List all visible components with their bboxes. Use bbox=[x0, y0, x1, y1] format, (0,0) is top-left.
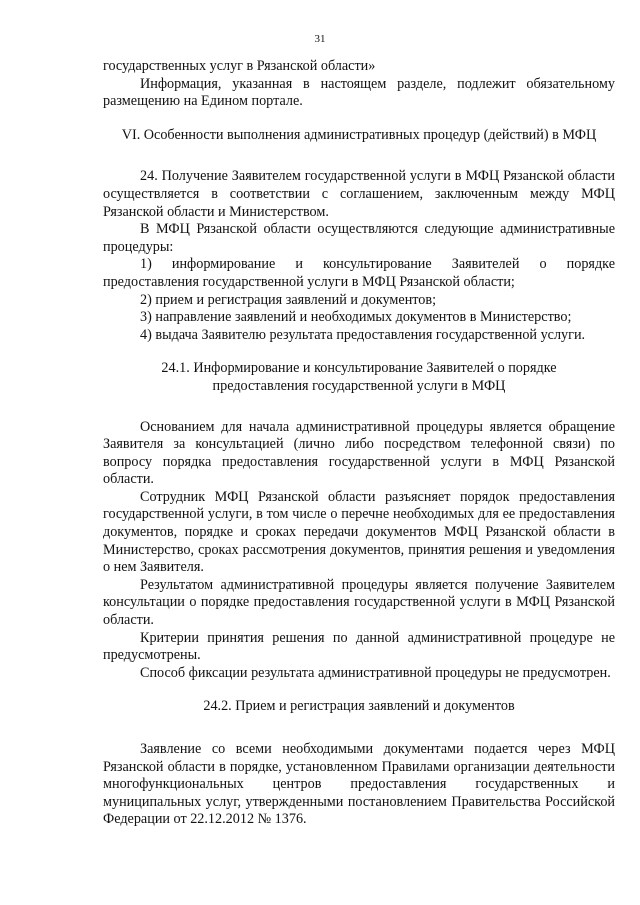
paragraph-fixation: Способ фиксации результата административной процедуры не предусмотрен. bbox=[140, 664, 611, 681]
subsection-heading-24-1: 24.1. Информирование и консультирование Заявителей о порядке предоставления государственной услуги в МФЦ bbox=[161, 360, 557, 394]
document-body bbox=[103, 58, 615, 829]
paragraph-employee-explains: Сотрудник МФЦ Рязанской области разъясняет порядок предоставления государственной услуги, в том числе о перечне необходимых для ее предоставления документов, порядке и сроках передачи документов МФЦ Рязанской области в Министерство, сроках рассмотрения документов, принятия решения и уведомления о нем Заявителя. bbox=[103, 488, 615, 576]
paragraph-basis: Основанием для начала административной процедуры является обращение Заявителя за консультацией (лично либо посредством телефонной связи) по вопросу порядка предоставления государственной услуги в МФЦ Рязанской области. bbox=[103, 418, 615, 488]
list-item-2: 2) прием и регистрация заявлений и документов; bbox=[140, 291, 437, 308]
paragraph-criteria: Критерии принятия решения по данной административной процедуре не предусмотрены. bbox=[103, 629, 615, 664]
subsection-heading-24-2: 24.2. Прием и регистрация заявлений и документов bbox=[203, 698, 515, 715]
paragraph-24: 24. Получение Заявителем государственной услуги в МФЦ Рязанской области осуществляется в соответствии с соглашением, заключенным между МФЦ Рязанской области и Министерством. bbox=[103, 168, 615, 220]
paragraph-info-placement: Информация, указанная в настоящем разделе, подлежит обязательному размещению на Едином портале. bbox=[103, 75, 615, 110]
paragraph-result: Результатом административной процедуры является получение Заявителем консультации о порядке предоставления государственной услуги в МФЦ Рязанской области. bbox=[103, 576, 615, 629]
list-item-4: 4) выдача Заявителю результата предоставления государственной услуги. bbox=[140, 326, 586, 343]
paragraph-application: Заявление со всеми необходимыми документами подается через МФЦ Рязанской области в порядке, установленном Правилами организации деятельности многофункциональных центров предоставления государственных и муниципальных услуг, утвержденными постановлением Правительства Российской Федерации от 22.12.2012 № 1376. bbox=[103, 741, 615, 828]
paragraph-procedures-intro: В МФЦ Рязанской области осуществляются следующие административные процедуры: bbox=[103, 221, 615, 255]
list-item-1: 1) информирование и консультирование Заявителей о порядке предоставления государственной услуги в МФЦ Рязанской области; bbox=[103, 256, 615, 290]
paragraph-continuation: государственных услуг в Рязанской области» bbox=[103, 58, 376, 74]
list-item-3: 3) направление заявлений и необходимых документов в Министерство; bbox=[140, 309, 572, 326]
page-number: 31 bbox=[314, 33, 326, 45]
section-heading-vi: VI. Особенности выполнения административных процедур (действий) в МФЦ bbox=[121, 126, 597, 143]
